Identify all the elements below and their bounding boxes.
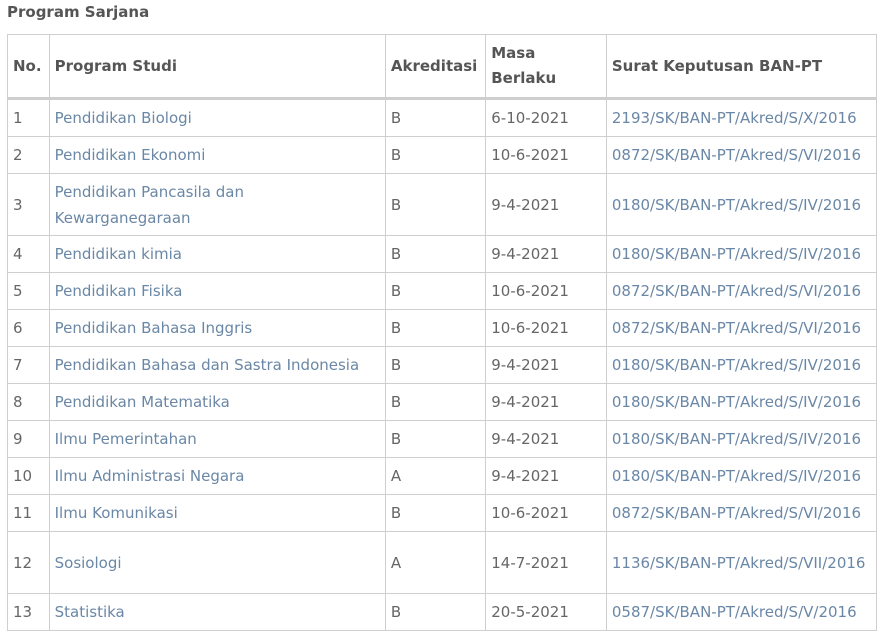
program-studi-link[interactable]: Pendidikan kimia — [54, 245, 182, 263]
cell-program — [49, 495, 385, 532]
program-studi-link[interactable]: Pendidikan Ekonomi — [54, 146, 206, 164]
cell-sk — [606, 421, 876, 458]
table-row — [8, 458, 877, 495]
header-masa-line2: Berlaku — [491, 69, 557, 87]
program-studi-link[interactable]: Pendidikan Bahasa dan Sastra Indonesia — [54, 356, 360, 374]
cell-no — [8, 594, 50, 631]
cell-akreditasi: B — [390, 356, 402, 374]
cell-masa — [486, 347, 607, 384]
cell-akreditasi: B — [390, 282, 402, 300]
sk-ban-pt-link[interactable]: 0180/SK/BAN-PT/Akred/S/IV/2016 — [611, 356, 862, 374]
cell-program — [49, 384, 385, 421]
cell-no — [8, 384, 50, 421]
sk-ban-pt-link[interactable]: 0180/SK/BAN-PT/Akred/S/IV/2016 — [611, 393, 862, 411]
program-studi-link[interactable]: Statistika — [54, 603, 125, 621]
cell-masa — [486, 310, 607, 347]
cell-masa-berlaku: 6-10-2021 — [491, 109, 569, 127]
cell-program — [49, 310, 385, 347]
cell-program — [49, 236, 385, 273]
cell-sk — [606, 310, 876, 347]
cell-akreditasi: B — [390, 109, 402, 127]
sk-ban-pt-link[interactable]: 0872/SK/BAN-PT/Akred/S/VI/2016 — [611, 504, 862, 522]
cell-akreditasi: B — [390, 603, 402, 621]
cell-masa-berlaku: 10-6-2021 — [491, 319, 569, 337]
cell-akreditasi — [385, 347, 485, 384]
cell-akreditasi: B — [390, 504, 402, 522]
cell-no: 10 — [13, 467, 33, 485]
cell-masa-berlaku: 9-4-2021 — [491, 393, 560, 411]
table-row — [8, 273, 877, 310]
cell-akreditasi — [385, 137, 485, 174]
program-studi-link[interactable]: Ilmu Pemerintahan — [54, 430, 197, 448]
cell-masa — [486, 236, 607, 273]
cell-no — [8, 99, 50, 137]
cell-sk — [606, 137, 876, 174]
cell-no — [8, 532, 50, 594]
cell-sk — [606, 236, 876, 273]
program-studi-link[interactable]: Pendidikan Pancasila dan Kewarganegaraan — [54, 182, 244, 227]
cell-sk — [606, 174, 876, 236]
header-program-studi: Program Studi — [49, 35, 385, 99]
cell-masa-berlaku: 9-4-2021 — [491, 195, 560, 214]
cell-no — [8, 273, 50, 310]
sk-ban-pt-link[interactable]: 0872/SK/BAN-PT/Akred/S/VI/2016 — [611, 319, 862, 337]
cell-no: 8 — [13, 393, 23, 411]
cell-no: 9 — [13, 430, 23, 448]
cell-no: 2 — [13, 146, 23, 164]
cell-sk — [606, 99, 876, 137]
table-row — [8, 236, 877, 273]
table-row — [8, 174, 877, 236]
cell-sk — [606, 532, 876, 594]
table-row — [8, 99, 877, 137]
cell-program — [49, 347, 385, 384]
cell-akreditasi — [385, 458, 485, 495]
cell-masa — [486, 495, 607, 532]
cell-program — [49, 174, 385, 236]
cell-program — [49, 99, 385, 137]
cell-masa-berlaku: 14-7-2021 — [491, 553, 569, 572]
cell-program — [49, 421, 385, 458]
header-no: No. — [8, 35, 50, 99]
table-row — [8, 137, 877, 174]
table-header-row — [8, 35, 877, 99]
cell-masa-berlaku: 10-6-2021 — [491, 504, 569, 522]
cell-masa — [486, 458, 607, 495]
cell-sk — [606, 495, 876, 532]
sk-ban-pt-link[interactable]: 0180/SK/BAN-PT/Akred/S/IV/2016 — [611, 430, 862, 448]
program-studi-link[interactable]: Pendidikan Fisika — [54, 282, 183, 300]
cell-program — [49, 594, 385, 631]
sk-ban-pt-link[interactable]: 1136/SK/BAN-PT/Akred/S/VII/2016 — [611, 553, 866, 572]
cell-masa — [486, 137, 607, 174]
cell-no: 5 — [13, 282, 23, 300]
cell-no: 4 — [13, 245, 23, 263]
cell-akreditasi: B — [390, 146, 402, 164]
sk-ban-pt-link[interactable]: 0872/SK/BAN-PT/Akred/S/VI/2016 — [611, 282, 862, 300]
cell-program — [49, 273, 385, 310]
header-masa-line1: Masa — [491, 44, 536, 62]
cell-masa — [486, 99, 607, 137]
cell-no: 3 — [13, 195, 23, 214]
table-row — [8, 310, 877, 347]
cell-no — [8, 421, 50, 458]
cell-no: 1 — [13, 109, 23, 127]
cell-no — [8, 174, 50, 236]
cell-akreditasi: B — [390, 319, 402, 337]
cell-sk — [606, 347, 876, 384]
cell-no — [8, 458, 50, 495]
cell-akreditasi — [385, 532, 485, 594]
cell-no: 6 — [13, 319, 23, 337]
cell-akreditasi — [385, 273, 485, 310]
cell-no: 11 — [13, 504, 33, 522]
cell-program — [49, 532, 385, 594]
table-row — [8, 421, 877, 458]
cell-program — [49, 137, 385, 174]
cell-no — [8, 310, 50, 347]
cell-program — [49, 458, 385, 495]
cell-akreditasi: B — [390, 245, 402, 263]
section-title: Program Sarjana — [7, 3, 150, 21]
program-studi-link[interactable]: Pendidikan Matematika — [54, 393, 230, 411]
cell-masa-berlaku: 9-4-2021 — [491, 430, 560, 448]
cell-masa — [486, 532, 607, 594]
header-akreditasi: Akreditasi — [385, 35, 485, 99]
cell-masa — [486, 421, 607, 458]
cell-masa — [486, 273, 607, 310]
table-row — [8, 495, 877, 532]
cell-no — [8, 495, 50, 532]
cell-masa-berlaku: 9-4-2021 — [491, 467, 560, 485]
cell-akreditasi: B — [390, 393, 402, 411]
cell-akreditasi — [385, 236, 485, 273]
cell-no: 13 — [13, 603, 33, 621]
cell-masa-berlaku: 9-4-2021 — [491, 356, 560, 374]
cell-masa — [486, 174, 607, 236]
cell-akreditasi — [385, 384, 485, 421]
program-studi-link[interactable]: Sosiologi — [54, 553, 122, 572]
cell-akreditasi: A — [390, 467, 402, 485]
cell-no — [8, 137, 50, 174]
cell-no — [8, 347, 50, 384]
cell-sk — [606, 594, 876, 631]
sk-ban-pt-link[interactable]: 0587/SK/BAN-PT/Akred/S/V/2016 — [611, 603, 857, 621]
table-row — [8, 384, 877, 421]
header-surat-keputusan: Surat Keputusan BAN-PT — [606, 35, 876, 99]
cell-sk — [606, 384, 876, 421]
table-body — [8, 99, 877, 631]
program-studi-link[interactable]: Pendidikan Bahasa Inggris — [54, 319, 253, 337]
program-studi-link[interactable]: Pendidikan Biologi — [54, 109, 192, 127]
table-row — [8, 594, 877, 631]
cell-sk — [606, 458, 876, 495]
cell-akreditasi: B — [390, 195, 402, 214]
cell-akreditasi — [385, 174, 485, 236]
cell-masa-berlaku: 20-5-2021 — [491, 603, 569, 621]
cell-masa-berlaku: 9-4-2021 — [491, 245, 560, 263]
cell-masa — [486, 594, 607, 631]
header-masa-berlaku — [486, 35, 607, 99]
cell-akreditasi — [385, 310, 485, 347]
cell-akreditasi: B — [390, 430, 402, 448]
cell-masa — [486, 384, 607, 421]
sk-ban-pt-link[interactable]: 0872/SK/BAN-PT/Akred/S/VI/2016 — [611, 146, 862, 164]
program-studi-link[interactable]: Ilmu Komunikasi — [54, 504, 178, 522]
cell-sk — [606, 273, 876, 310]
sk-ban-pt-link[interactable]: 0180/SK/BAN-PT/Akred/S/IV/2016 — [611, 245, 862, 263]
sk-ban-pt-link[interactable]: 0180/SK/BAN-PT/Akred/S/IV/2016 — [611, 195, 862, 214]
cell-akreditasi — [385, 594, 485, 631]
cell-masa-berlaku: 10-6-2021 — [491, 146, 569, 164]
accreditation-table — [7, 34, 877, 631]
program-studi-link[interactable]: Ilmu Administrasi Negara — [54, 467, 245, 485]
cell-akreditasi — [385, 99, 485, 137]
cell-no: 12 — [13, 553, 33, 572]
cell-masa-berlaku: 10-6-2021 — [491, 282, 569, 300]
sk-ban-pt-link[interactable]: 2193/SK/BAN-PT/Akred/S/X/2016 — [611, 109, 857, 127]
cell-akreditasi — [385, 421, 485, 458]
table-row — [8, 532, 877, 594]
table-row — [8, 347, 877, 384]
cell-akreditasi — [385, 495, 485, 532]
sk-ban-pt-link[interactable]: 0180/SK/BAN-PT/Akred/S/IV/2016 — [611, 467, 862, 485]
cell-akreditasi: A — [390, 553, 402, 572]
cell-no: 7 — [13, 356, 23, 374]
cell-no — [8, 236, 50, 273]
